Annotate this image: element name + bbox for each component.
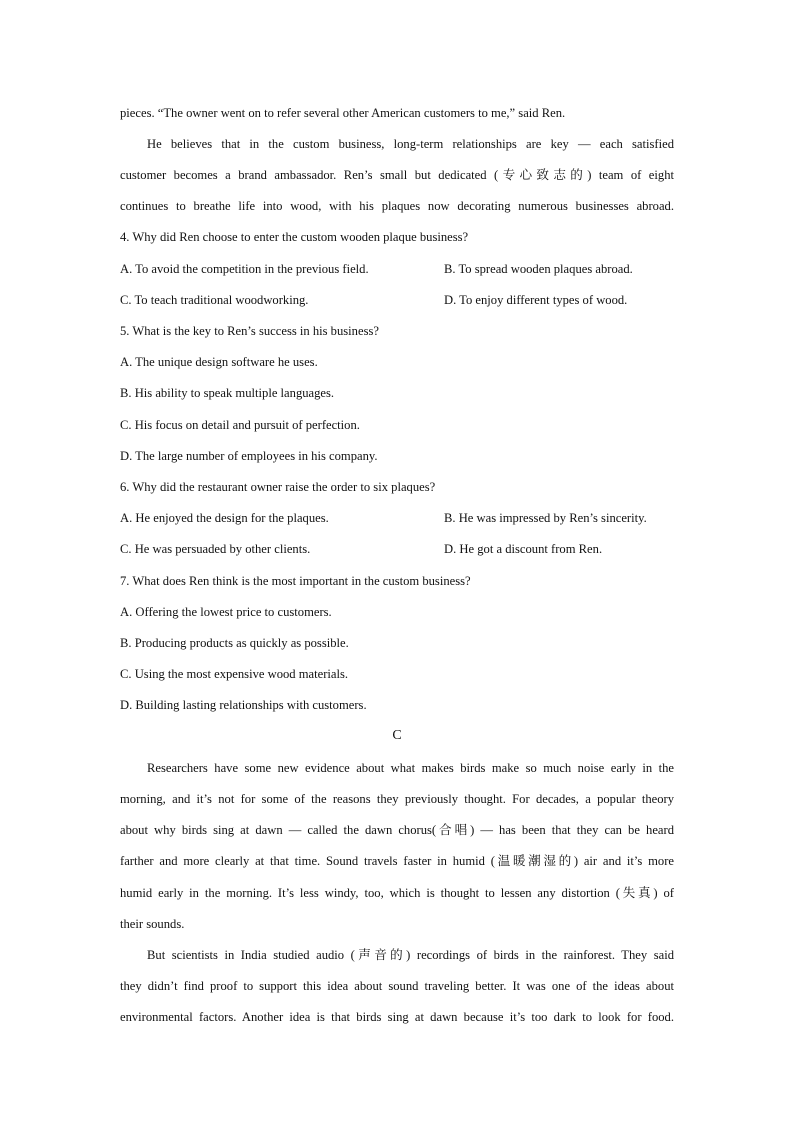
- question-stem: 5. What is the key to Ren’s success in his business?: [120, 324, 379, 338]
- passage-c-line: Researchers have some new evidence about what makes birds make so much noise early in the: [147, 761, 674, 775]
- answer-option: C. Using the most expensive wood materials.: [120, 667, 349, 681]
- answer-option: B. To spread wooden plaques abroad.: [444, 262, 633, 276]
- answer-option: A. To avoid the competition in the previous field.: [120, 262, 369, 276]
- question-stem: 7. What does Ren think is the most important in the custom business?: [120, 574, 471, 588]
- answer-option: D. Building lasting relationships with customers.: [120, 698, 367, 712]
- passage-c-line: humid early in the morning. It’s less windy, too, which is thought to lessen any distortion (失真) of: [120, 886, 674, 900]
- passage-c-line: environmental factors. Another idea is that birds sing at dawn because it’s too dark to look for food.: [120, 1010, 674, 1024]
- question-stem: 4. Why did Ren choose to enter the custom wooden plaque business?: [120, 230, 469, 244]
- answer-option: D. The large number of employees in his company.: [120, 449, 378, 463]
- passage-c-line: farther and more clearly at that time. Sound travels faster in humid (温暖潮湿的) air and it’s more: [120, 854, 674, 868]
- answer-option: A. The unique design software he uses.: [120, 355, 318, 369]
- passage-c-line: their sounds.: [120, 917, 185, 931]
- question-stem: 6. Why did the restaurant owner raise the order to six plaques?: [120, 480, 436, 494]
- answer-option: D. He got a discount from Ren.: [444, 542, 603, 556]
- passage-b-line: He believes that in the custom business, long-term relationships are key — each satisfied: [147, 137, 674, 151]
- answer-option: C. He was persuaded by other clients.: [120, 542, 311, 556]
- passage-b-line: continues to breathe life into wood, with his plaques now decorating numerous businesses abroad.: [120, 199, 674, 213]
- passage-c-line: about why birds sing at dawn — called the dawn chorus(合唱) — has been that they can be heard: [120, 823, 674, 837]
- answer-option: B. He was impressed by Ren’s sincerity.: [444, 511, 647, 525]
- passage-c-line: they didn’t find proof to support this idea about sound traveling better. It was one of the ideas about: [120, 979, 674, 993]
- answer-option: D. To enjoy different types of wood.: [444, 293, 628, 307]
- answer-option: C. To teach traditional woodworking.: [120, 293, 309, 307]
- answer-option: B. Producing products as quickly as possible.: [120, 636, 349, 650]
- answer-option: A. He enjoyed the design for the plaques.: [120, 511, 329, 525]
- passage-b-line: customer becomes a brand ambassador. Ren’s small but dedicated (专心致志的) team of eight: [120, 168, 674, 182]
- answer-option: A. Offering the lowest price to customers.: [120, 605, 332, 619]
- answer-option: C. His focus on detail and pursuit of perfection.: [120, 418, 360, 432]
- answer-option: B. His ability to speak multiple languages.: [120, 386, 335, 400]
- passage-b-line: pieces. “The owner went on to refer several other American customers to me,” said Ren.: [120, 106, 566, 120]
- passage-c-line: But scientists in India studied audio (声音的) recordings of birds in the rainforest. They said: [147, 948, 674, 962]
- section-heading: C: [392, 728, 402, 743]
- passage-c-line: morning, and it’s not for some of the reasons they previously thought. For decades, a popular theory: [120, 792, 674, 806]
